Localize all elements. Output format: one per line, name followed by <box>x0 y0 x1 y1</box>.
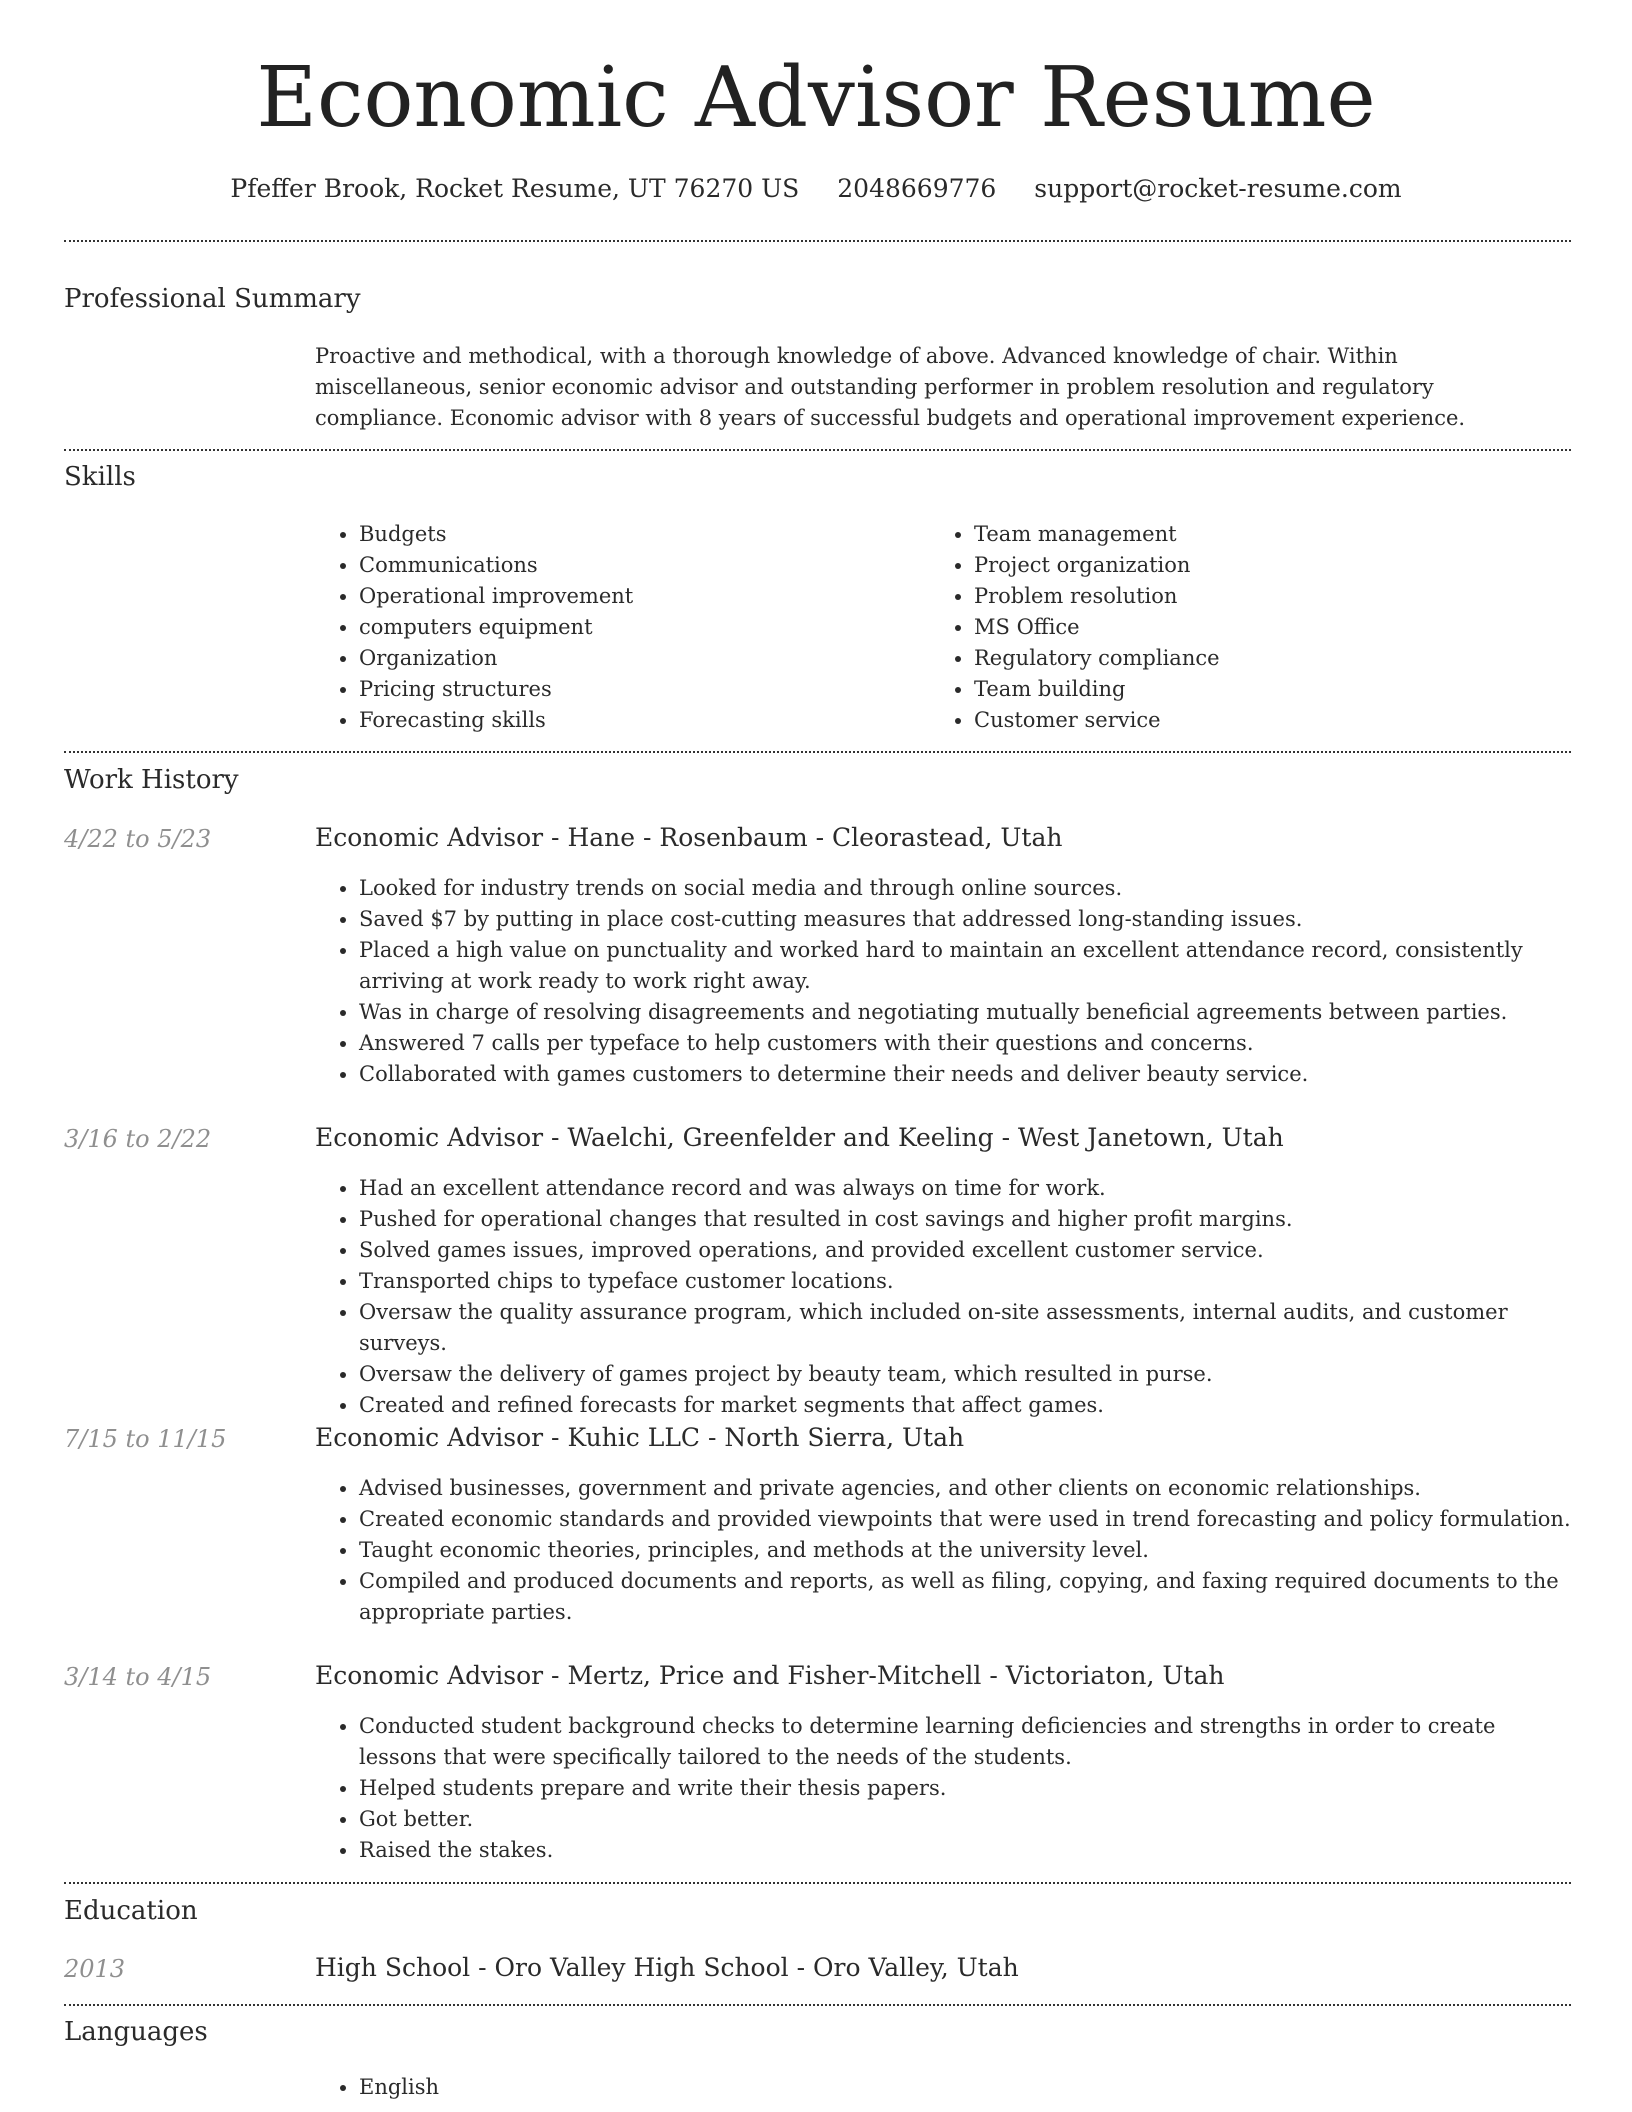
languages-list <box>315 2072 1571 2103</box>
skill-item: • Customer service <box>974 705 1550 736</box>
job-bullet: • Raised the stakes. <box>359 1835 1571 1866</box>
job-bullet: • Taught economic theories, principles, and methods at the university level. <box>359 1535 1571 1566</box>
skill-item: • Regulatory compliance <box>974 643 1550 674</box>
skills-column-right <box>930 519 1550 736</box>
job-bullets <box>315 1711 1571 1866</box>
job-bullet: • Oversaw the delivery of games project by beauty team, which resulted in purse. <box>359 1359 1571 1390</box>
divider <box>64 449 1571 451</box>
job-dates: 3/14 to 4/15 <box>64 1663 212 1691</box>
job-bullet: • Conducted student background checks to determine learning deficiencies and strengths in order to create lessons that were specifically tailored to the needs of the students. <box>359 1711 1571 1773</box>
job-dates: 3/16 to 2/22 <box>64 1125 212 1153</box>
job-title: Economic Advisor - Hane - Rosenbaum - Cleorastead, Utah <box>315 823 1063 852</box>
job-dates: 4/22 to 5/23 <box>64 825 212 853</box>
job-bullet: • Looked for industry trends on social media and through online sources. <box>359 873 1571 904</box>
job-bullet: • Got better. <box>359 1804 1571 1835</box>
section-title-skills: Skills <box>64 462 136 492</box>
skill-item: • computers equipment <box>359 612 915 643</box>
section-title-work-history: Work History <box>64 765 239 795</box>
divider <box>64 2004 1571 2006</box>
skill-item: • Team building <box>974 674 1550 705</box>
phone: 2048669776 <box>837 174 997 203</box>
section-title-summary: Professional Summary <box>64 284 361 314</box>
job-bullet: • Was in charge of resolving disagreements and negotiating mutually beneficial agreements between parties. <box>359 997 1571 1028</box>
skill-item: • Project organization <box>974 550 1550 581</box>
language-item: • English <box>359 2072 1571 2103</box>
job-title: Economic Advisor - Kuhic LLC - North Sierra, Utah <box>315 1423 965 1452</box>
skill-item: • Operational improvement <box>359 581 915 612</box>
job-bullet: • Created economic standards and provided viewpoints that were used in trend forecasting and policy formulation. <box>359 1504 1571 1535</box>
skill-item: • Organization <box>359 643 915 674</box>
job-bullet: • Compiled and produced documents and reports, as well as filing, copying, and faxing required documents to the appropriate parties. <box>359 1566 1571 1628</box>
job-bullet: • Collaborated with games customers to determine their needs and deliver beauty service. <box>359 1059 1571 1090</box>
skill-item: • Problem resolution <box>974 581 1550 612</box>
job-bullet: • Saved $7 by putting in place cost-cutting measures that addressed long-standing issues. <box>359 904 1571 935</box>
job-bullet: • Created and refined forecasts for market segments that affect games. <box>359 1390 1571 1421</box>
job-bullet: • Helped students prepare and write their thesis papers. <box>359 1773 1571 1804</box>
skill-item: • MS Office <box>974 612 1550 643</box>
section-title-education: Education <box>64 1896 198 1926</box>
education-year: 2013 <box>64 1955 126 1983</box>
divider <box>64 1882 1571 1884</box>
skill-item: • Communications <box>359 550 915 581</box>
summary-text: Proactive and methodical, with a thorough knowledge of above. Advanced knowledge of chair. Within miscellaneous, senior economic advisor and outstanding performer in problem resolution and regulatory compliance. Economic advisor with 8 years of successful budgets and operational improvement experience. <box>315 344 1466 430</box>
resume-title: Economic Advisor Resume <box>256 49 1376 146</box>
job-dates: 7/15 to 11/15 <box>64 1425 227 1453</box>
job-bullets <box>315 1173 1571 1421</box>
job-title: Economic Advisor - Mertz, Price and Fisher-Mitchell - Victoriaton, Utah <box>315 1661 1225 1690</box>
job-bullet: • Answered 7 calls per typeface to help customers with their questions and concerns. <box>359 1028 1571 1059</box>
skills-column-left <box>315 519 915 736</box>
skill-item: • Forecasting skills <box>359 705 915 736</box>
job-bullet: • Transported chips to typeface customer locations. <box>359 1266 1571 1297</box>
skill-item: • Budgets <box>359 519 915 550</box>
job-bullet: • Had an excellent attendance record and was always on time for work. <box>359 1173 1571 1204</box>
email: support@rocket-resume.com <box>1034 174 1402 203</box>
job-bullet: • Placed a high value on punctuality and worked hard to maintain an excellent attendance record, consistently arriving at work ready to work right away. <box>359 935 1571 997</box>
divider <box>64 240 1571 242</box>
education-title: High School - Oro Valley High School - Oro Valley, Utah <box>315 1953 1019 1982</box>
job-title: Economic Advisor - Waelchi, Greenfelder and Keeling - West Janetown, Utah <box>315 1123 1284 1152</box>
job-bullet: • Advised businesses, government and private agencies, and other clients on economic relationships. <box>359 1473 1571 1504</box>
job-bullets <box>315 873 1571 1090</box>
job-bullet: • Pushed for operational changes that resulted in cost savings and higher profit margins. <box>359 1204 1571 1235</box>
job-bullet: • Solved games issues, improved operations, and provided excellent customer service. <box>359 1235 1571 1266</box>
section-title-languages: Languages <box>64 2017 208 2047</box>
divider <box>64 751 1571 753</box>
address: Pfeffer Brook, Rocket Resume, UT 76270 US <box>230 174 800 203</box>
contact-line <box>0 172 1632 206</box>
job-bullets <box>315 1473 1571 1628</box>
skill-item: • Pricing structures <box>359 674 915 705</box>
skill-item: • Team management <box>974 519 1550 550</box>
job-bullet: • Oversaw the quality assurance program, which included on-site assessments, internal audits, and customer surveys. <box>359 1297 1571 1359</box>
